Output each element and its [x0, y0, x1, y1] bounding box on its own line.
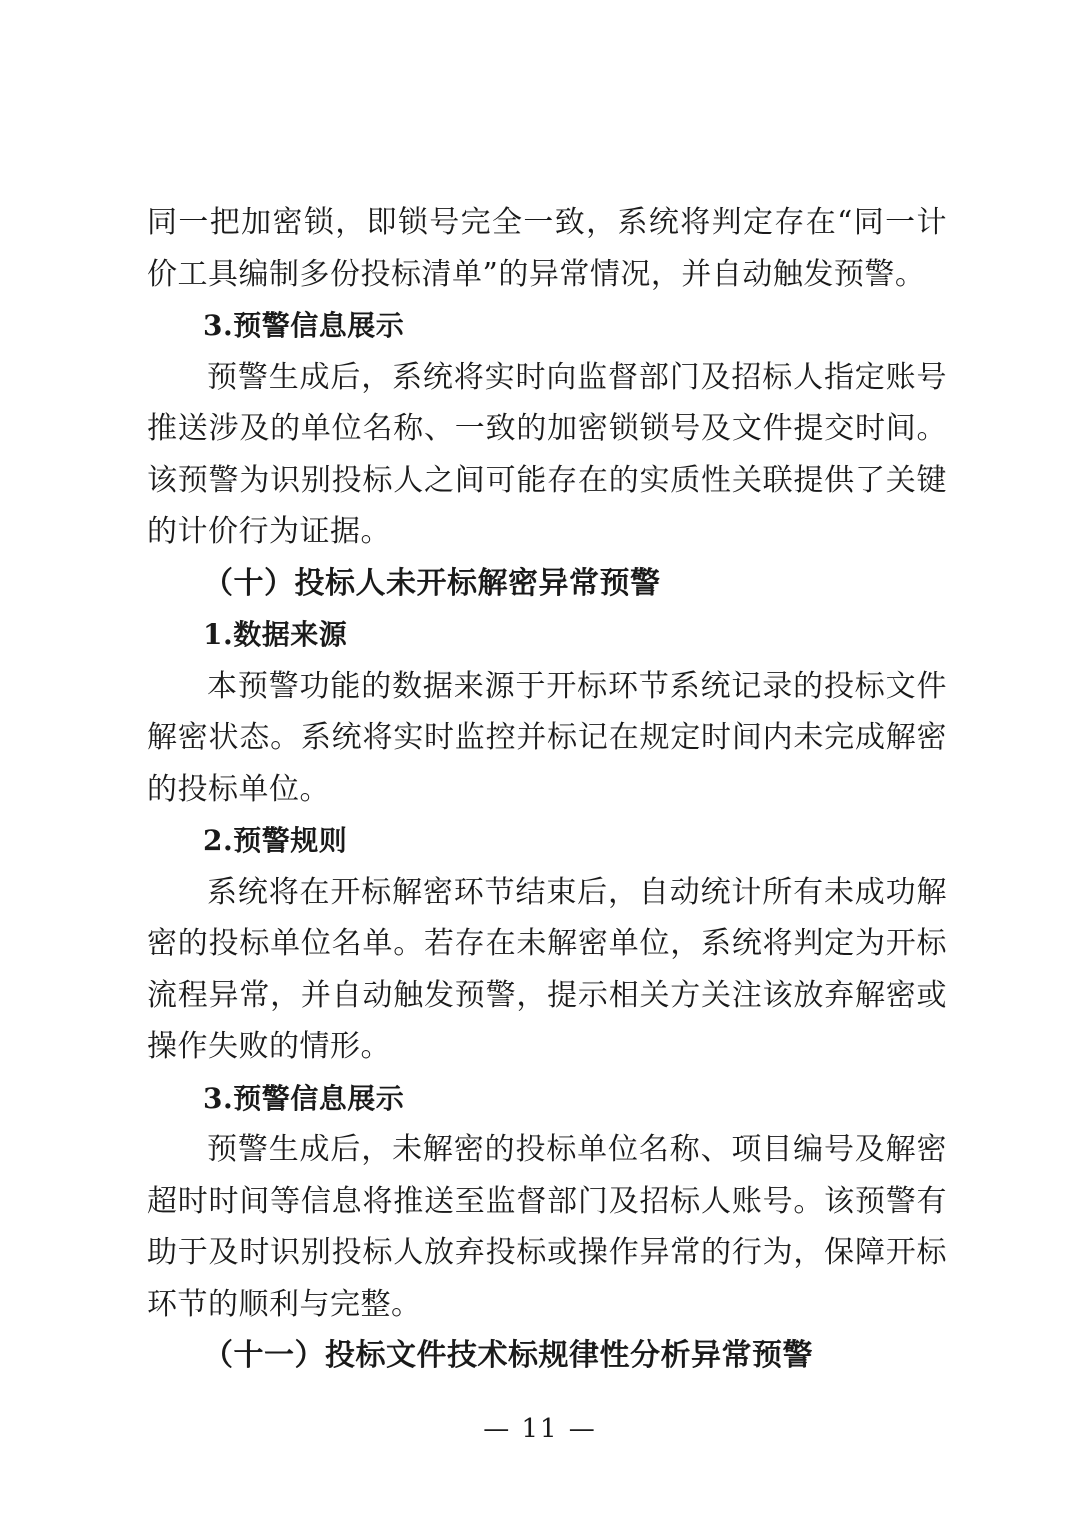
paragraph-continuation: 同一把加密锁，即锁号完全一致，系统将判定存在“同一计价工具编制多份投标清单”的异常情况，并自动触发预警。 [147, 205, 947, 292]
section-heading-not-decrypted-warning: （十）投标人未开标解密异常预警 [203, 565, 661, 601]
section-heading-technical-bid-analysis: （十一）投标文件技术标规律性分析异常预警 [203, 1338, 813, 1373]
document-body [147, 197, 947, 1382]
paragraph-warning-rules: 系统将在开标解密环节结束后，自动统计所有未成功解密的投标单位名单。若存在未解密单位，系统将判定为开标流程异常，并自动触发预警，提示相关方关注该放弃解密或操作失败的情形。 [147, 874, 947, 1064]
subheading-warning-info-display: 3.预警信息展示 [203, 309, 405, 342]
subheading-warning-rules: 2.预警规则 [203, 824, 348, 857]
paragraph-data-source: 本预警功能的数据来源于开标环节系统记录的投标文件解密状态。系统将实时监控并标记在规定时间内未完成解密的投标单位。 [147, 668, 947, 807]
paragraph-warning-info-push-2: 预警生成后，未解密的投标单位名称、项目编号及解密超时时间等信息将推送至监督部门及招标人账号。该预警有助于及时识别投标人放弃投标或操作异常的行为，保障开标环节的顺利与完整。 [147, 1132, 947, 1322]
paragraph-warning-info-push: 预警生成后，系统将实时向监督部门及招标人指定账号推送涉及的单位名称、一致的加密锁锁号及文件提交时间。该预警为识别投标人之间可能存在的实质性关联提供了关键的计价行为证据。 [147, 359, 947, 549]
page-number: — 11 — [483, 1414, 597, 1444]
subheading-warning-info-display-2: 3.预警信息展示 [203, 1081, 405, 1115]
subheading-data-source: 1.数据来源 [203, 618, 348, 651]
